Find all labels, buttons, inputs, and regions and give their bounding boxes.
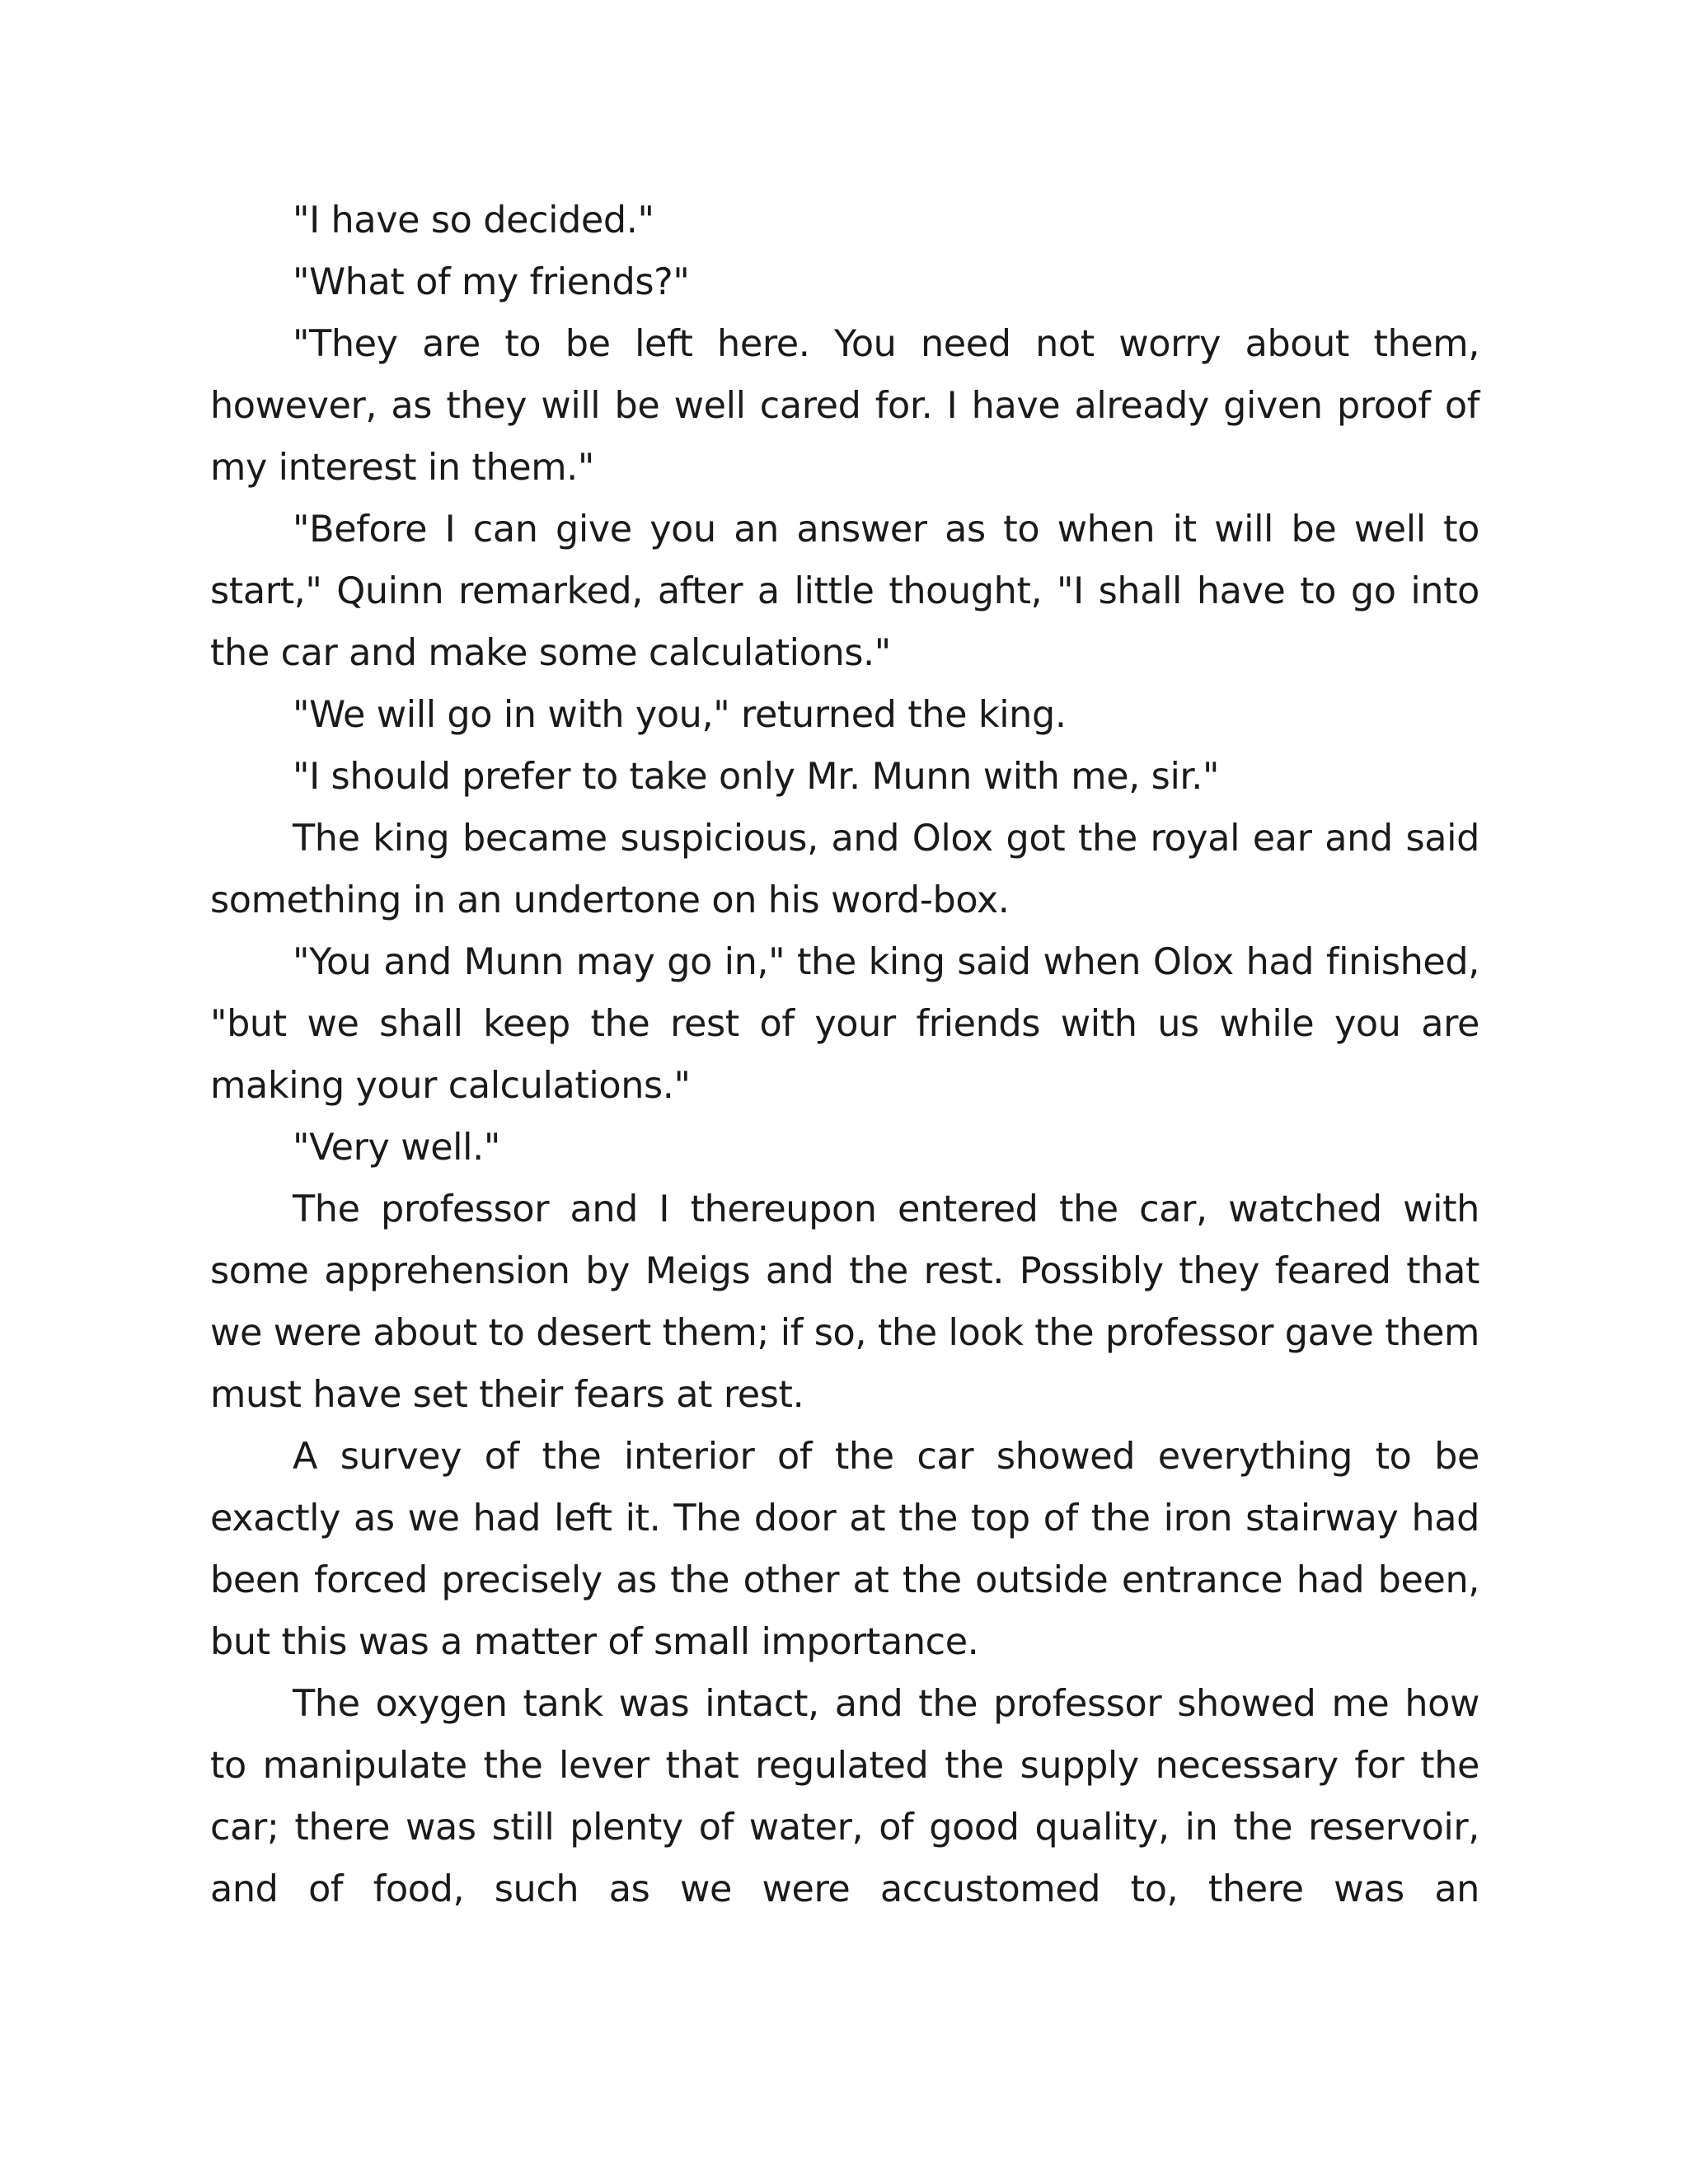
paragraph: The oxygen tank was intact, and the professor showed me how to manipulate the lever that regulated the supply necessary for the car; there was still plenty of water, of good quality, in the reservoir, and of food, such as we were accustomed to, there was an — [210, 1683, 1479, 1910]
paragraph: The professor and I thereupon entered the car, watched with some apprehension by Meigs and the rest. Possibly they feared that we were about to desert them; if so, the look the professor gave them must have set their fears at rest. — [210, 1188, 1479, 1416]
paragraph: The king became suspicious, and Olox got the royal ear and said something in an undertone on his word-box. — [210, 818, 1479, 921]
paragraph: "I have so decided." — [293, 199, 654, 241]
paragraph: "You and Munn may go in," the king said when Olox had finished, "but we shall keep the rest of your friends with us while you are making your calculations." — [210, 941, 1479, 1107]
paragraph: "We will go in with you," returned the king. — [293, 694, 1067, 736]
paragraph: "They are to be left here. You need not worry about them, however, as they will be well cared for. I have already given proof of my interest in them." — [210, 323, 1479, 489]
paragraph: A survey of the interior of the car showed everything to be exactly as we had left it. The door at the top of the iron stairway had been forced precisely as the other at the outside entrance had been, but this was a matter of small importance. — [210, 1436, 1479, 1663]
paragraph: "Before I can give you an answer as to when it will be well to start," Quinn remarked, after a little thought, "I shall have to go into the car and make some calculations." — [210, 509, 1479, 674]
paragraph: "What of my friends?" — [293, 261, 690, 303]
page-body — [210, 190, 1479, 1920]
paragraph: "Very well." — [293, 1127, 500, 1169]
paragraph: "I should prefer to take only Mr. Munn with me, sir." — [293, 756, 1220, 798]
